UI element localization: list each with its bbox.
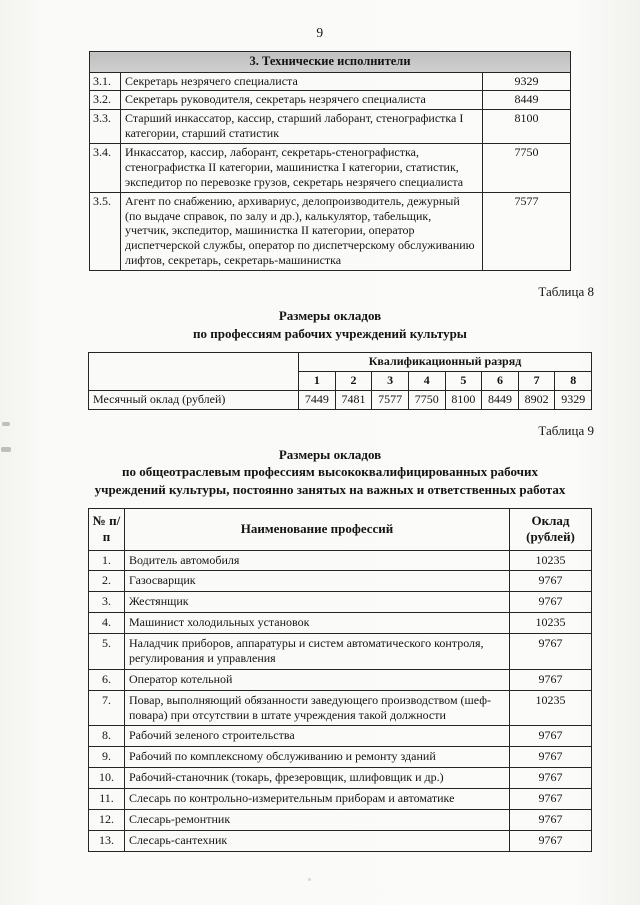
salary-cell: 9767	[510, 789, 592, 810]
salary-header-cell: Оклад (рублей)	[510, 509, 592, 550]
row-number-cell: 11.	[89, 789, 125, 810]
row-label-cell: Месячный оклад (рублей)	[89, 390, 299, 409]
profession-cell: Наладчик приборов, аппаратуры и систем автоматического контроля, регулирования и управления	[125, 634, 510, 670]
table9-title	[78, 446, 582, 500]
table-row	[90, 192, 571, 270]
table-row	[89, 669, 592, 690]
grade-cell: 1	[299, 371, 336, 390]
table-row	[89, 726, 592, 747]
grade-cell: 7	[518, 371, 555, 390]
profession-cell: Газосварщик	[125, 571, 510, 592]
table9-label: Таблица 9	[538, 422, 594, 438]
row-number-cell: 8.	[89, 726, 125, 747]
profession-cell: Рабочий зеленого строительства	[125, 726, 510, 747]
row-number-cell: 9.	[89, 747, 125, 768]
salary-cell: 7577	[483, 192, 571, 270]
salary-cell: 9329	[483, 72, 571, 91]
row-number-cell: 3.	[89, 592, 125, 613]
salary-cell: 8449	[483, 91, 571, 110]
scan-artifact	[1, 447, 11, 452]
row-number-cell: 3.2.	[90, 91, 121, 110]
title-line: по профессиям рабочих учреждений культуры	[193, 325, 467, 341]
table-row	[89, 613, 592, 634]
table-row	[89, 747, 592, 768]
salary-values-row	[89, 390, 592, 409]
salary-cell: 8902	[518, 390, 555, 409]
salary-cell: 7750	[483, 144, 571, 193]
profession-cell: Водитель автомобиля	[125, 550, 510, 571]
table-row	[89, 571, 592, 592]
profession-cell: Жестянщик	[125, 592, 510, 613]
profession-cell: Машинист холодильных установок	[125, 613, 510, 634]
technical-staff-table	[89, 51, 571, 271]
profession-cell: Слесарь по контрольно-измерительным приборам и автоматике	[125, 789, 510, 810]
grade-cell: 2	[335, 371, 372, 390]
table-row	[89, 592, 592, 613]
salary-cell: 9767	[510, 592, 592, 613]
profession-cell: Рабочий по комплексному обслуживанию и ремонту зданий	[125, 747, 510, 768]
salary-cell: 10235	[510, 690, 592, 726]
grade-header-row	[89, 352, 592, 371]
salary-cell: 8449	[482, 390, 519, 409]
table-row	[89, 634, 592, 670]
salary-cell: 9767	[510, 747, 592, 768]
name-header-cell: Наименование профессий	[125, 509, 510, 550]
table-row	[90, 144, 571, 193]
profession-cell: Оператор котельной	[125, 669, 510, 690]
salary-cell: 8100	[445, 390, 482, 409]
salary-cell: 7449	[299, 390, 336, 409]
scan-artifact	[308, 878, 311, 881]
table8-title	[78, 307, 582, 343]
salary-cell: 9767	[510, 830, 592, 851]
row-number-cell: 6.	[89, 669, 125, 690]
salary-cell: 7481	[335, 390, 372, 409]
section-header-row	[90, 52, 571, 73]
salary-cell: 9767	[510, 571, 592, 592]
table-row	[89, 830, 592, 851]
table-header-row	[89, 509, 592, 550]
professions-cell: Старший инкассатор, кассир, старший лаборант, стенографистка I категории, старший статистик	[121, 110, 483, 144]
salary-cell: 9329	[555, 390, 592, 409]
row-number-cell: 13.	[89, 830, 125, 851]
profession-cell: Повар, выполняющий обязанности заведующего производством (шеф-повара) при отсутствии в штате учреждения такой должности	[125, 690, 510, 726]
table-row	[90, 91, 571, 110]
table-row	[89, 789, 592, 810]
grade-cell: 6	[482, 371, 519, 390]
row-number-cell: 3.4.	[90, 144, 121, 193]
row-number-cell: 10.	[89, 768, 125, 789]
profession-cell: Слесарь-сантехник	[125, 830, 510, 851]
table-row	[90, 72, 571, 91]
salary-cell: 10235	[510, 550, 592, 571]
salary-cell: 8100	[483, 110, 571, 144]
table-row	[89, 809, 592, 830]
salary-cell: 7750	[408, 390, 445, 409]
salary-cell: 7577	[372, 390, 409, 409]
num-header-cell: № п/п	[89, 509, 125, 550]
row-number-cell: 3.3.	[90, 110, 121, 144]
professions-cell: Агент по снабжению, архивариус, делопроизводитель, дежурный (по выдаче справок, по залу и др.), калькулятор, табельщик, учетчик, экспедитор, машинистка II категории, оператор диспетчерской службы, оператор по диспетчерскому обслуживанию лифтов, секретарь, секретарь-машинистка	[121, 192, 483, 270]
salary-cell: 9767	[510, 768, 592, 789]
salary-cell: 9767	[510, 669, 592, 690]
section-header: 3. Технические исполнители	[90, 52, 571, 73]
page-number: 9	[316, 25, 324, 40]
table8-label: Таблица 8	[538, 284, 594, 299]
professions-cell: Инкассатор, кассир, лаборант, секретарь-стенографистка, стенографистка II категории, машинистка I категории, статистик, экспедитор по перевозке грузов, секретарь незрячего специалиста	[121, 144, 483, 193]
row-number-cell: 3.1.	[90, 72, 121, 91]
row-number-cell: 7.	[89, 690, 125, 726]
profession-cell: Рабочий-станочник (токарь, фрезеровщик, шлифовщик и др.)	[125, 768, 510, 789]
grade-group-header: Квалификационный разряд	[299, 352, 592, 371]
title-line: по общеотраслевым профессиям высококвалифицированных рабочих	[122, 464, 538, 480]
profession-cell: Слесарь-ремонтник	[125, 809, 510, 830]
table-row	[89, 550, 592, 571]
grade-cell: 5	[445, 371, 482, 390]
blank-cell	[89, 352, 299, 390]
professions-cell: Секретарь незрячего специалиста	[121, 72, 483, 91]
professions-cell: Секретарь руководителя, секретарь незрячего специалиста	[121, 91, 483, 110]
table-row	[89, 768, 592, 789]
grade-cell: 8	[555, 371, 592, 390]
title-line: учреждений культуры, постоянно занятых на важных и ответственных работах	[94, 482, 566, 498]
professions-salary-table	[88, 508, 592, 851]
row-number-cell: 5.	[89, 634, 125, 670]
table-row	[90, 110, 571, 144]
row-number-cell: 1.	[89, 550, 125, 571]
row-number-cell: 3.5.	[90, 192, 121, 270]
table-row	[89, 690, 592, 726]
grade-cell: 3	[372, 371, 409, 390]
title-line: Размеры окладов	[278, 308, 382, 323]
scan-artifact	[2, 422, 10, 426]
salary-by-grade-table	[88, 352, 592, 410]
salary-cell: 10235	[510, 613, 592, 634]
row-number-cell: 2.	[89, 571, 125, 592]
row-number-cell: 4.	[89, 613, 125, 634]
salary-cell: 9767	[510, 809, 592, 830]
grade-cell: 4	[408, 371, 445, 390]
row-number-cell: 12.	[89, 809, 125, 830]
salary-cell: 9767	[510, 634, 592, 670]
salary-cell: 9767	[510, 726, 592, 747]
title-line: Размеры окладов	[278, 446, 382, 462]
